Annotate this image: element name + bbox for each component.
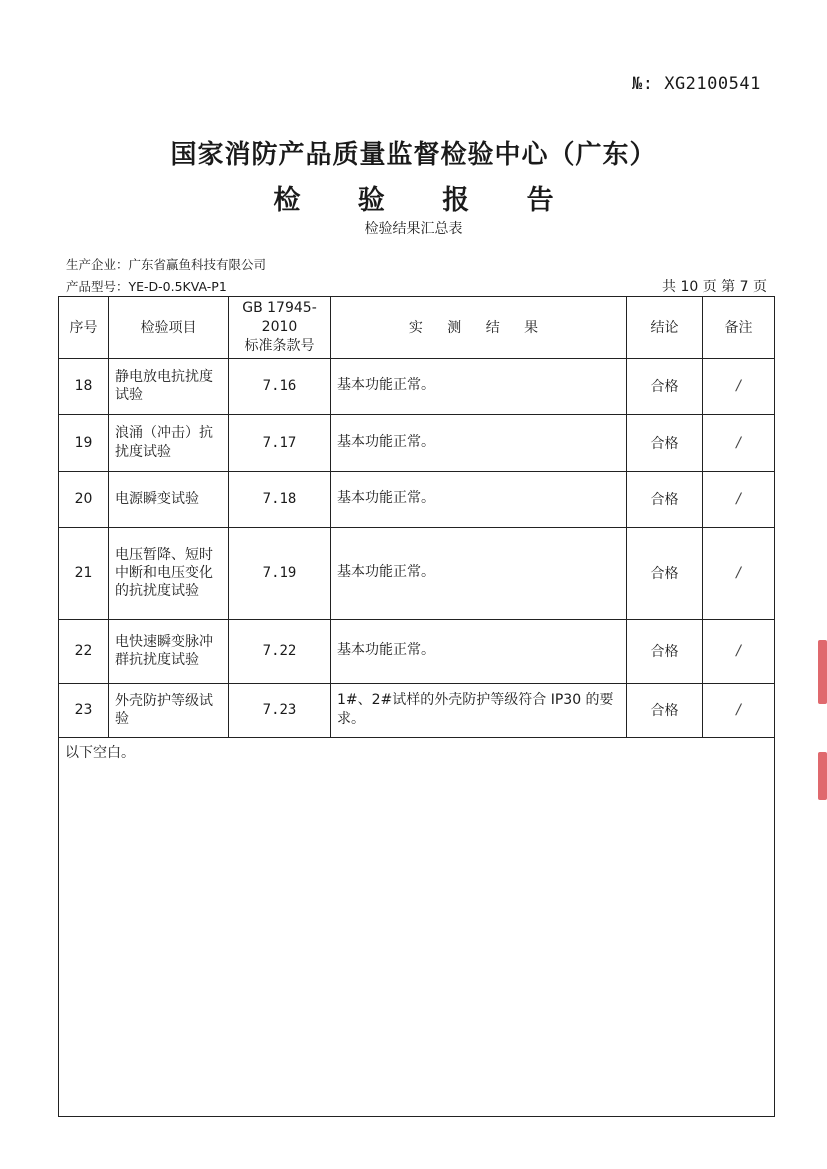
remark: / xyxy=(703,358,775,414)
standard-clause: 7.19 xyxy=(229,527,331,619)
row-number: 19 xyxy=(59,414,109,471)
seal-edge-mark xyxy=(818,752,827,800)
remark: / xyxy=(703,527,775,619)
header-remark: 备注 xyxy=(703,297,775,359)
row-number: 21 xyxy=(59,527,109,619)
conclusion: 合格 xyxy=(627,358,703,414)
model-info: 产品型号：YE-D-0.5KVA-P1 xyxy=(66,279,227,294)
remark: / xyxy=(703,414,775,471)
company-info: 生产企业：广东省赢鱼科技有限公司 xyxy=(66,257,267,272)
table-row xyxy=(59,619,775,683)
test-item: 电源瞬变试验 xyxy=(109,471,229,527)
row-number: 18 xyxy=(59,358,109,414)
test-item: 浪涌（冲击）抗扰度试验 xyxy=(109,414,229,471)
conclusion: 合格 xyxy=(627,527,703,619)
header-clause-label: 标准条款号 xyxy=(244,337,315,354)
standard-clause: 7.23 xyxy=(229,683,331,737)
standard-clause: 7.22 xyxy=(229,619,331,683)
table-row xyxy=(59,527,775,619)
standard-clause: 7.18 xyxy=(229,471,331,527)
header-result: 实 测 结 果 xyxy=(331,297,627,359)
standard-clause: 7.16 xyxy=(229,358,331,414)
table-header-row xyxy=(59,297,775,359)
table-caption: 检验结果汇总表 xyxy=(364,221,463,237)
row-number: 23 xyxy=(59,683,109,737)
remark: / xyxy=(703,471,775,527)
test-item: 静电放电抗扰度试验 xyxy=(109,358,229,414)
document-title: 国家消防产品质量监督检验中心（广东） xyxy=(170,140,657,170)
row-number: 22 xyxy=(59,619,109,683)
page-count: 共 10 页 第 7 页 xyxy=(662,279,767,295)
test-result: 基本功能正常。 xyxy=(331,471,627,527)
blank-row xyxy=(59,737,775,1116)
test-result: 基本功能正常。 xyxy=(331,619,627,683)
test-result: 基本功能正常。 xyxy=(331,358,627,414)
test-result: 基本功能正常。 xyxy=(331,414,627,471)
report-number: №: XG2100541 xyxy=(632,74,761,94)
conclusion: 合格 xyxy=(627,471,703,527)
table-row xyxy=(59,358,775,414)
blank-note: 以下空白。 xyxy=(59,737,775,1116)
conclusion: 合格 xyxy=(627,619,703,683)
test-result: 1#、2#试样的外壳防护等级符合 IP30 的要求。 xyxy=(331,683,627,737)
test-item: 电快速瞬变脉冲群抗扰度试验 xyxy=(109,619,229,683)
conclusion: 合格 xyxy=(627,683,703,737)
remark: / xyxy=(703,683,775,737)
test-result: 基本功能正常。 xyxy=(331,527,627,619)
remark: / xyxy=(703,619,775,683)
test-item: 电压暂降、短时中断和电压变化的抗扰度试验 xyxy=(109,527,229,619)
standard-clause: 7.17 xyxy=(229,414,331,471)
header-item: 检验项目 xyxy=(109,297,229,359)
table-row xyxy=(59,471,775,527)
header-standard-name: GB 17945-2010 xyxy=(242,300,317,335)
summary-table xyxy=(58,296,775,1117)
header-conclusion: 结论 xyxy=(627,297,703,359)
header-no: 序号 xyxy=(59,297,109,359)
seal-edge-mark xyxy=(818,640,827,704)
table-row xyxy=(59,683,775,737)
header-standard-clause xyxy=(229,297,331,359)
document-subtitle: 检 验 报 告 xyxy=(273,185,578,216)
row-number: 20 xyxy=(59,471,109,527)
test-item: 外壳防护等级试验 xyxy=(109,683,229,737)
table-row xyxy=(59,414,775,471)
conclusion: 合格 xyxy=(627,414,703,471)
